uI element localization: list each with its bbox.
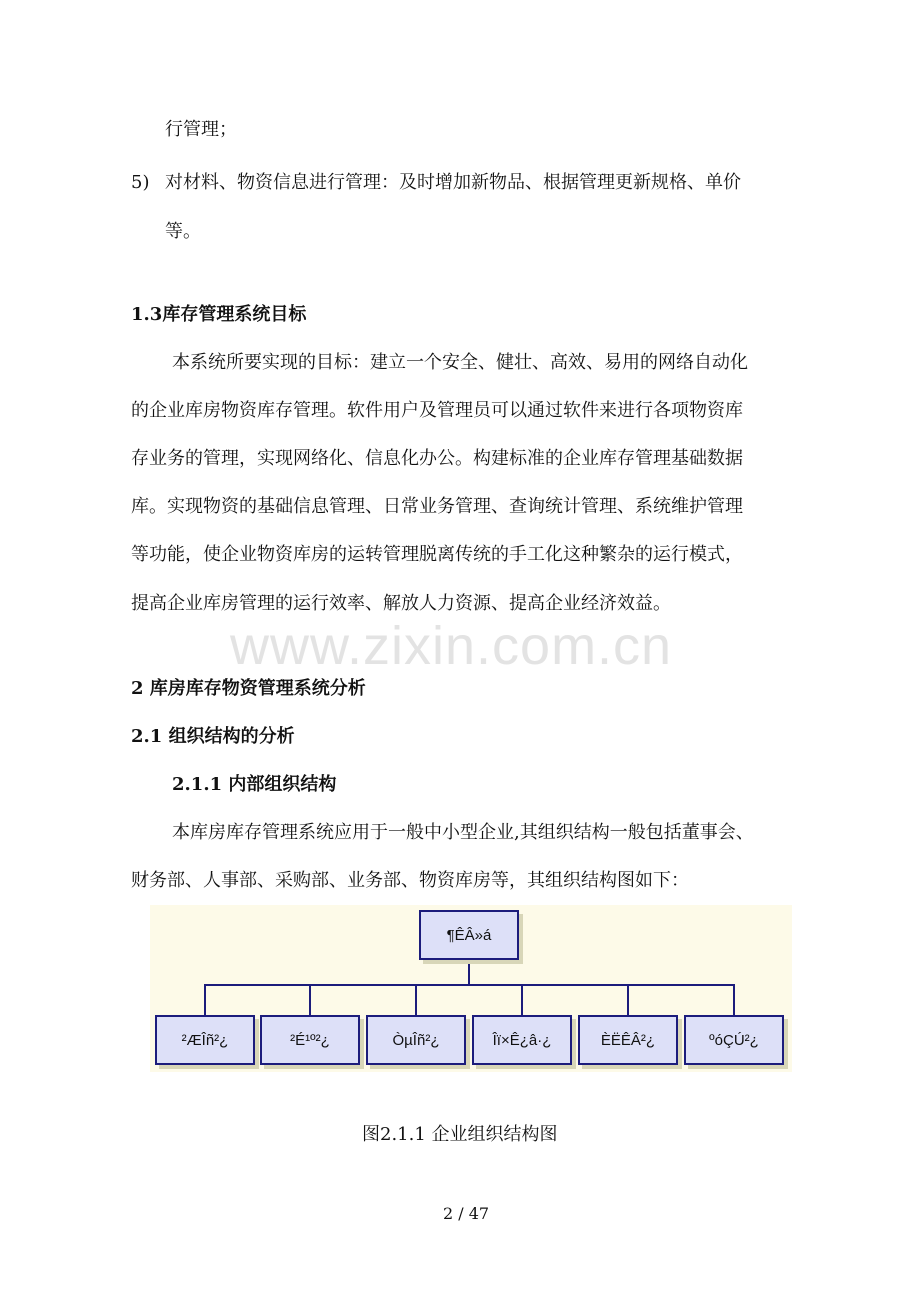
org-chart [150, 905, 792, 1072]
paragraph-line: 的企业库房物资库存管理。软件用户及管理员可以通过软件来进行各项物资库 [131, 400, 743, 421]
connector-line [415, 984, 417, 1016]
org-node: ÈËÊÂ²¿ [578, 1015, 678, 1065]
page-number: 2 / 47 [443, 1204, 490, 1223]
org-node: Îï×Ê¿â·¿ [472, 1015, 572, 1065]
connector-line [627, 984, 629, 1016]
text-line: 对材料、物资信息进行管理：及时增加新物品、根据管理更新规格、单价 [165, 172, 741, 193]
section-heading: 2.1 组织结构的分析 [131, 726, 295, 747]
org-node: ºóÇÚ²¿ [684, 1015, 784, 1065]
paragraph-line: 提高企业库房管理的运行效率、解放人力资源、提高企业经济效益。 [131, 593, 671, 614]
paragraph-line: 财务部、人事部、采购部、业务部、物资库房等，其组织结构图如下： [131, 870, 689, 891]
connector-line [733, 984, 735, 1016]
subsection-heading: 2.1.1 内部组织结构 [172, 774, 337, 795]
paragraph-line: 存业务的管理，实现网络化、信息化办公。构建标准的企业库存管理基础数据 [131, 448, 743, 469]
section-heading: 1.3库存管理系统目标 [131, 304, 307, 325]
paragraph-line: 库。实现物资的基础信息管理、日常业务管理、查询统计管理、系统维护管理 [131, 496, 743, 517]
connector-line [521, 984, 523, 1016]
org-node-root: ¶ÊÂ»á [419, 910, 519, 960]
org-node: ÒµÎñ²¿ [366, 1015, 466, 1065]
text-line: 行管理； [165, 119, 237, 140]
paragraph-line: 本库房库存管理系统应用于一般中小型企业,其组织结构一般包括董事会、 [172, 822, 754, 843]
paragraph-line: 本系统所要实现的目标：建立一个安全、健壮、高效、易用的网络自动化 [172, 352, 748, 373]
org-node: ²ÆÎñ²¿ [155, 1015, 255, 1065]
connector-line [309, 984, 311, 1016]
org-node: ²É¹º²¿ [260, 1015, 360, 1065]
connector-line [204, 984, 206, 1016]
watermark: www.zixin.com.cn [230, 616, 673, 676]
figure-caption: 图2.1.1 企业组织结构图 [362, 1124, 558, 1145]
connector-line [204, 984, 735, 986]
connector-line [468, 960, 470, 985]
chapter-heading: 2 库房库存物资管理系统分析 [131, 678, 366, 699]
paragraph-line: 等功能，使企业物资库房的运转管理脱离传统的手工化这种繁杂的运行模式， [131, 544, 743, 565]
text-line: 等。 [165, 221, 201, 242]
list-number: 5) [131, 172, 150, 193]
